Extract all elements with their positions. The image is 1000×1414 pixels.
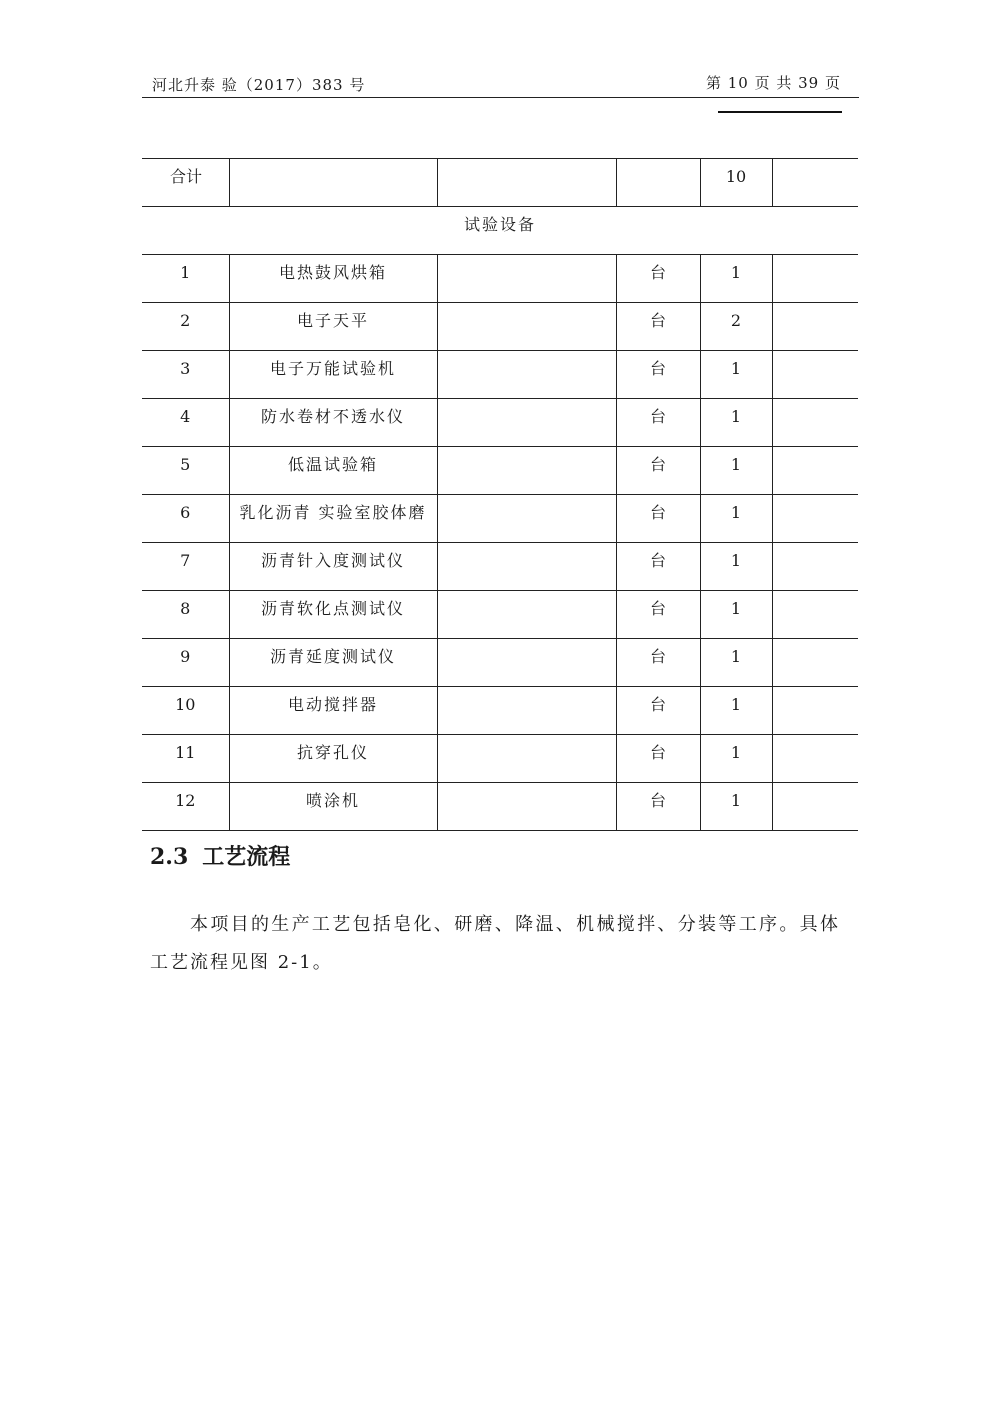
body-paragraph: 本项目的生产工艺包括皂化、研磨、降温、机械搅拌、分装等工序。具体工艺流程见图 2-1。 (150, 914, 840, 973)
equipment-note-cell (772, 591, 858, 639)
row-number-cell (142, 399, 229, 447)
row-number: 12 (175, 791, 196, 810)
equipment-spec-cell (437, 495, 616, 543)
equipment-spec-cell (437, 447, 616, 495)
equipment-qty-cell (700, 687, 772, 735)
table-row (142, 447, 858, 495)
equipment-name-cell (229, 687, 437, 735)
equipment-spec (438, 639, 616, 647)
equipment-note (773, 303, 859, 311)
equipment-note (773, 639, 859, 647)
equipment-note (773, 495, 859, 503)
table-row (142, 495, 858, 543)
equipment-qty-cell (700, 735, 772, 783)
equipment-note-cell (772, 543, 858, 591)
total-label: 合计 (170, 167, 203, 186)
equipment-unit-cell (616, 447, 700, 495)
table-row (142, 351, 858, 399)
equipment-note-cell (772, 399, 858, 447)
equipment-note-cell (772, 351, 858, 399)
row-number-cell (142, 495, 229, 543)
equipment-unit-cell (616, 495, 700, 543)
equipment-qty-cell (700, 783, 772, 831)
total-name-cell (229, 159, 437, 207)
section-heading (150, 840, 290, 871)
equipment-spec (438, 687, 616, 695)
equipment-unit: 台 (649, 359, 666, 378)
equipment-name: 沥青软化点测试仪 (260, 599, 405, 618)
section-title-text: 工艺流程 (202, 844, 291, 870)
equipment-table (142, 158, 858, 831)
equipment-spec-cell (437, 351, 616, 399)
equipment-note-cell (772, 735, 858, 783)
equipment-note-cell (772, 783, 858, 831)
equipment-note-cell (772, 639, 858, 687)
equipment-qty: 1 (730, 359, 742, 378)
equipment-note (773, 783, 859, 791)
equipment-note (773, 255, 859, 263)
equipment-note (773, 447, 859, 455)
equipment-note (773, 735, 859, 743)
equipment-unit: 台 (649, 263, 666, 282)
equipment-name: 电子天平 (296, 311, 369, 330)
equipment-qty-cell (700, 303, 772, 351)
row-number-cell (142, 303, 229, 351)
equipment-qty-cell (700, 543, 772, 591)
equipment-qty-cell (700, 495, 772, 543)
table-row (142, 591, 858, 639)
section-row (142, 207, 858, 255)
equipment-unit-cell (616, 591, 700, 639)
equipment-name-cell (229, 399, 437, 447)
equipment-unit-cell (616, 351, 700, 399)
equipment-spec-cell (437, 399, 616, 447)
row-number: 5 (180, 455, 191, 474)
equipment-qty-cell (700, 399, 772, 447)
equipment-spec-cell (437, 639, 616, 687)
equipment-qty: 1 (730, 551, 742, 570)
equipment-spec (438, 495, 616, 503)
equipment-spec (438, 399, 616, 407)
equipment-qty-cell (700, 447, 772, 495)
equipment-unit: 台 (649, 311, 666, 330)
equipment-note-cell (772, 687, 858, 735)
equipment-name-cell (229, 543, 437, 591)
equipment-qty: 1 (730, 407, 742, 426)
equipment-note (773, 543, 859, 551)
equipment-qty-cell (700, 255, 772, 303)
row-number: 10 (175, 695, 196, 714)
equipment-unit: 台 (649, 599, 666, 618)
total-qty-cell (700, 159, 772, 207)
equipment-note (773, 351, 859, 359)
row-number: 8 (180, 599, 191, 618)
row-number-cell (142, 735, 229, 783)
equipment-note (773, 399, 859, 407)
equipment-note-cell (772, 495, 858, 543)
row-number-cell (142, 783, 229, 831)
row-number-cell (142, 639, 229, 687)
row-number: 4 (180, 407, 191, 426)
page-number: 第 10 页 共 39 页 (705, 74, 841, 92)
equipment-unit: 台 (649, 743, 666, 762)
equipment-spec (438, 303, 616, 311)
equipment-qty-cell (700, 591, 772, 639)
equipment-unit: 台 (649, 695, 666, 714)
equipment-name: 电热鼓风烘箱 (278, 263, 387, 282)
equipment-name-cell (229, 447, 437, 495)
equipment-qty: 2 (730, 311, 742, 330)
row-number: 9 (180, 647, 191, 666)
equipment-unit-cell (616, 783, 700, 831)
equipment-qty: 1 (730, 791, 742, 810)
row-number: 3 (180, 359, 191, 378)
equipment-name: 沥青延度测试仪 (269, 647, 396, 666)
equipment-spec (438, 351, 616, 359)
equipment-unit: 台 (649, 647, 666, 666)
equipment-spec (438, 543, 616, 551)
equipment-note (773, 687, 859, 695)
total-row (142, 159, 858, 207)
row-number-cell (142, 687, 229, 735)
equipment-spec-cell (437, 687, 616, 735)
equipment-unit-cell (616, 399, 700, 447)
equipment-note-cell (772, 255, 858, 303)
document-number: 河北升泰 验（2017）383 号 (152, 76, 366, 94)
table-row (142, 639, 858, 687)
equipment-qty: 1 (730, 263, 742, 282)
equipment-unit-cell (616, 735, 700, 783)
equipment-qty: 1 (730, 743, 742, 762)
equipment-unit-cell (616, 687, 700, 735)
total-unit-cell (616, 159, 700, 207)
table-row (142, 543, 858, 591)
table-row (142, 399, 858, 447)
equipment-name: 喷涂机 (305, 791, 360, 810)
equipment-unit: 台 (649, 503, 666, 522)
row-number: 2 (180, 311, 191, 330)
equipment-unit: 台 (649, 791, 666, 810)
equipment-spec (438, 255, 616, 263)
total-label-cell (142, 159, 229, 207)
equipment-unit: 台 (649, 455, 666, 474)
equipment-qty: 1 (730, 503, 742, 522)
equipment-qty-cell (700, 639, 772, 687)
equipment-qty: 1 (730, 455, 742, 474)
row-number-cell (142, 591, 229, 639)
equipment-name-cell (229, 783, 437, 831)
equipment-unit-cell (616, 543, 700, 591)
equipment-name-cell (229, 591, 437, 639)
equipment-name: 电子万能试验机 (269, 359, 396, 378)
equipment-spec-cell (437, 591, 616, 639)
equipment-unit-cell (616, 255, 700, 303)
table-row (142, 255, 858, 303)
row-number: 7 (180, 551, 191, 570)
header-rule (142, 97, 859, 98)
equipment-name: 防水卷材不透水仪 (260, 407, 405, 426)
equipment-note-cell (772, 447, 858, 495)
equipment-unit-cell (616, 303, 700, 351)
equipment-spec (438, 783, 616, 791)
table-row (142, 735, 858, 783)
table-row (142, 303, 858, 351)
equipment-unit: 台 (649, 551, 666, 570)
page-header (142, 68, 859, 98)
equipment-name: 乳化沥青 实验室胶体磨 (239, 503, 427, 522)
equipment-spec-cell (437, 783, 616, 831)
row-number-cell (142, 447, 229, 495)
equipment-name-cell (229, 351, 437, 399)
equipment-qty: 1 (730, 599, 742, 618)
equipment-note-cell (772, 303, 858, 351)
equipment-spec-cell (437, 255, 616, 303)
section-title: 试验设备 (463, 215, 536, 234)
equipment-qty-cell (700, 351, 772, 399)
row-number-cell (142, 351, 229, 399)
table-row (142, 783, 858, 831)
equipment-spec (438, 447, 616, 455)
section-number: 2.3 (150, 844, 189, 870)
section-title-cell (142, 207, 858, 255)
row-number: 11 (175, 743, 196, 762)
row-number: 1 (180, 263, 191, 282)
row-number-cell (142, 543, 229, 591)
total-qty: 10 (725, 167, 747, 186)
equipment-spec-cell (437, 303, 616, 351)
equipment-spec-cell (437, 543, 616, 591)
total-note-cell (772, 159, 858, 207)
equipment-spec-cell (437, 735, 616, 783)
equipment-name-cell (229, 639, 437, 687)
equipment-spec (438, 591, 616, 599)
equipment-table-body (142, 159, 858, 831)
equipment-name: 抗穿孔仪 (296, 743, 369, 762)
equipment-spec (438, 735, 616, 743)
equipment-name: 低温试验箱 (287, 455, 378, 474)
equipment-name-cell (229, 495, 437, 543)
equipment-qty: 1 (730, 695, 742, 714)
equipment-name-cell (229, 255, 437, 303)
header-underline (718, 111, 842, 113)
equipment-note (773, 591, 859, 599)
total-spec-cell (437, 159, 616, 207)
equipment-name: 沥青针入度测试仪 (260, 551, 405, 570)
equipment-unit: 台 (649, 407, 666, 426)
equipment-unit-cell (616, 639, 700, 687)
equipment-name-cell (229, 303, 437, 351)
equipment-qty: 1 (730, 647, 742, 666)
row-number: 6 (180, 503, 191, 522)
row-number-cell (142, 255, 229, 303)
table-row (142, 687, 858, 735)
equipment-name-cell (229, 735, 437, 783)
equipment-name: 电动搅拌器 (287, 695, 378, 714)
